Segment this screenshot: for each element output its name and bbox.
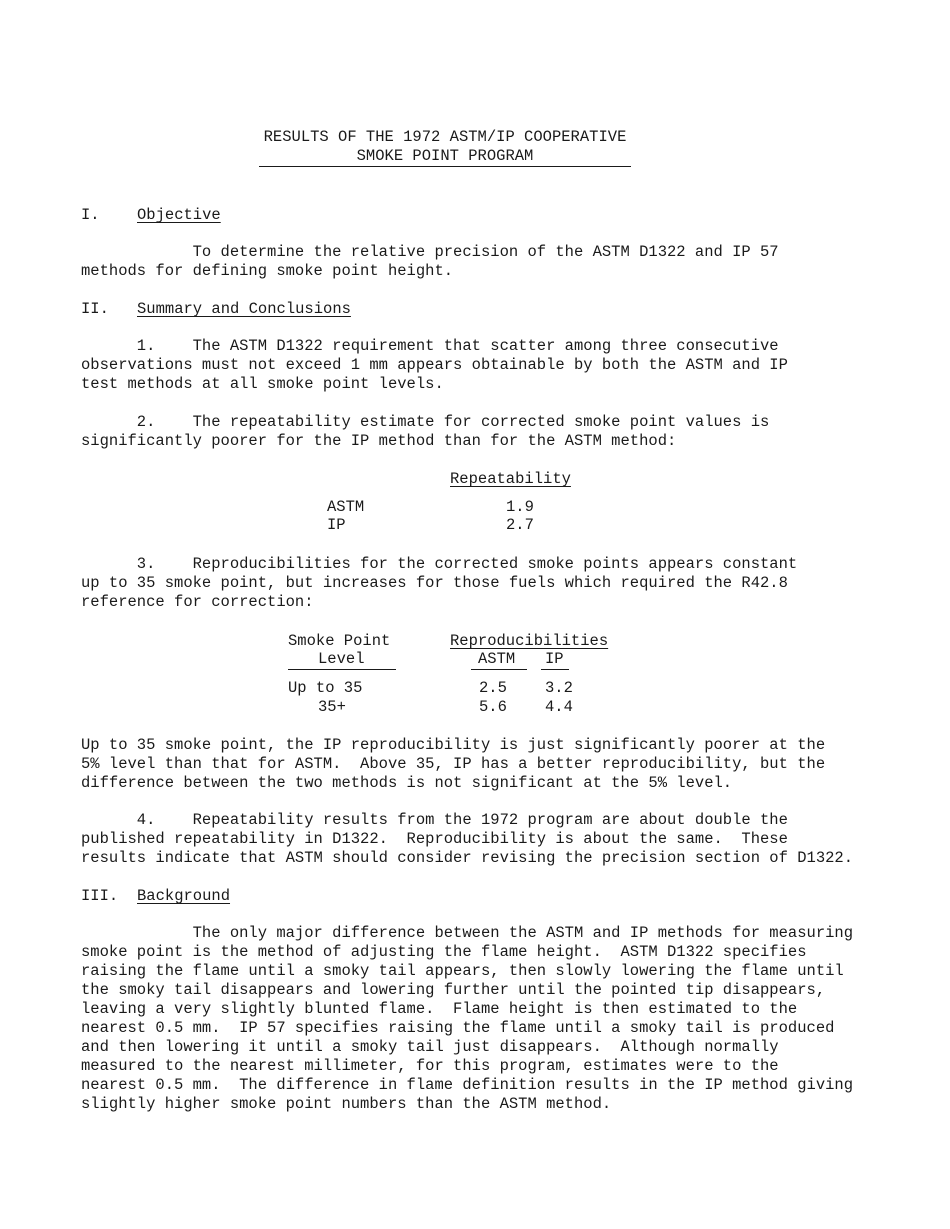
summary-paragraph-4: 4. Repeatability results from the 1972 program are about double the published repeatability in D1322. Reproducibility is about the same. These results indicate that ASTM should consider revising the precision section of D1322. bbox=[81, 811, 854, 867]
level-header-rule bbox=[288, 669, 396, 670]
repeatability-value: 2.7 bbox=[506, 516, 534, 534]
repeatability-method: ASTM bbox=[327, 498, 365, 516]
level-header-line-1: Smoke Point bbox=[288, 632, 391, 650]
reproducibilities-header: Reproducibilities bbox=[450, 632, 609, 650]
table-row-astm: 2.5 bbox=[479, 679, 507, 697]
section-title: Background bbox=[137, 887, 231, 905]
table-row-astm: 5.6 bbox=[479, 698, 507, 716]
summary-paragraph-3: 3. Reproducibilities for the corrected smoke points appears constant up to 35 smoke point, but increases for those fuels which required the R42.8 reference for correction: bbox=[81, 555, 798, 611]
title-line-2: SMOKE POINT PROGRAM bbox=[259, 147, 631, 167]
table-row-ip: 4.4 bbox=[545, 698, 573, 716]
astm-subheader: ASTM bbox=[478, 650, 516, 668]
table-row-level: 35+ bbox=[318, 698, 346, 716]
astm-subheader-rule bbox=[471, 669, 527, 670]
objective-paragraph: To determine the relative precision of the ASTM D1322 and IP 57 methods for defining smoke point height. bbox=[81, 243, 779, 280]
background-paragraph: The only major difference between the ASTM and IP methods for measuring smoke point is the method of adjusting the flame height. ASTM D1322 specifies raising the flame until a smoky tail appears, then slowly lowering the flame until the smoky tail disappears and lowering further until the pointed tip disappears, leaving a very slightly blunted flame. Flame height is then estimated to the nearest 0.5 mm. IP 57 specifies raising the flame until a smoky tail is produced and then lowering it until a smoky tail just disappears. Although normally measured to the nearest millimeter, for this program, estimates were to the nearest 0.5 mm. The difference in flame definition results in the IP method giving slightly higher smoke point numbers than the ASTM method. bbox=[81, 924, 854, 1113]
summary-paragraph-2: 2. The repeatability estimate for corrected smoke point values is significantly poorer for the IP method than for the ASTM method: bbox=[81, 413, 770, 450]
section-title: Summary and Conclusions bbox=[137, 300, 351, 318]
section-number: III. bbox=[81, 887, 119, 905]
table-row-ip: 3.2 bbox=[545, 679, 573, 697]
table-row-level: Up to 35 bbox=[288, 679, 363, 697]
section-heading-objective bbox=[81, 206, 221, 225]
ip-subheader: IP bbox=[545, 650, 564, 668]
document-title bbox=[259, 128, 631, 167]
repeatability-value: 1.9 bbox=[506, 498, 534, 516]
title-line-1: RESULTS OF THE 1972 ASTM/IP COOPERATIVE bbox=[263, 128, 627, 146]
section-heading-background bbox=[81, 887, 230, 906]
section-title: Objective bbox=[137, 206, 221, 224]
level-header-line-2: Level bbox=[318, 650, 365, 668]
repeatability-header: Repeatability bbox=[450, 470, 571, 488]
section-number: II. bbox=[81, 300, 109, 318]
summary-paragraph-3b: Up to 35 smoke point, the IP reproducibility is just significantly poorer at the 5% level than that for ASTM. Above 35, IP has a better reproducibility, but the difference between the two methods is not significant at the 5% level. bbox=[81, 736, 826, 792]
section-number: I. bbox=[81, 206, 100, 224]
ip-subheader-rule bbox=[541, 669, 569, 670]
repeatability-method: IP bbox=[327, 516, 346, 534]
summary-paragraph-1: 1. The ASTM D1322 requirement that scatter among three consecutive observations must not exceed 1 mm appears obtainable by both the ASTM and IP test methods at all smoke point levels. bbox=[81, 337, 788, 393]
section-heading-summary bbox=[81, 300, 351, 319]
